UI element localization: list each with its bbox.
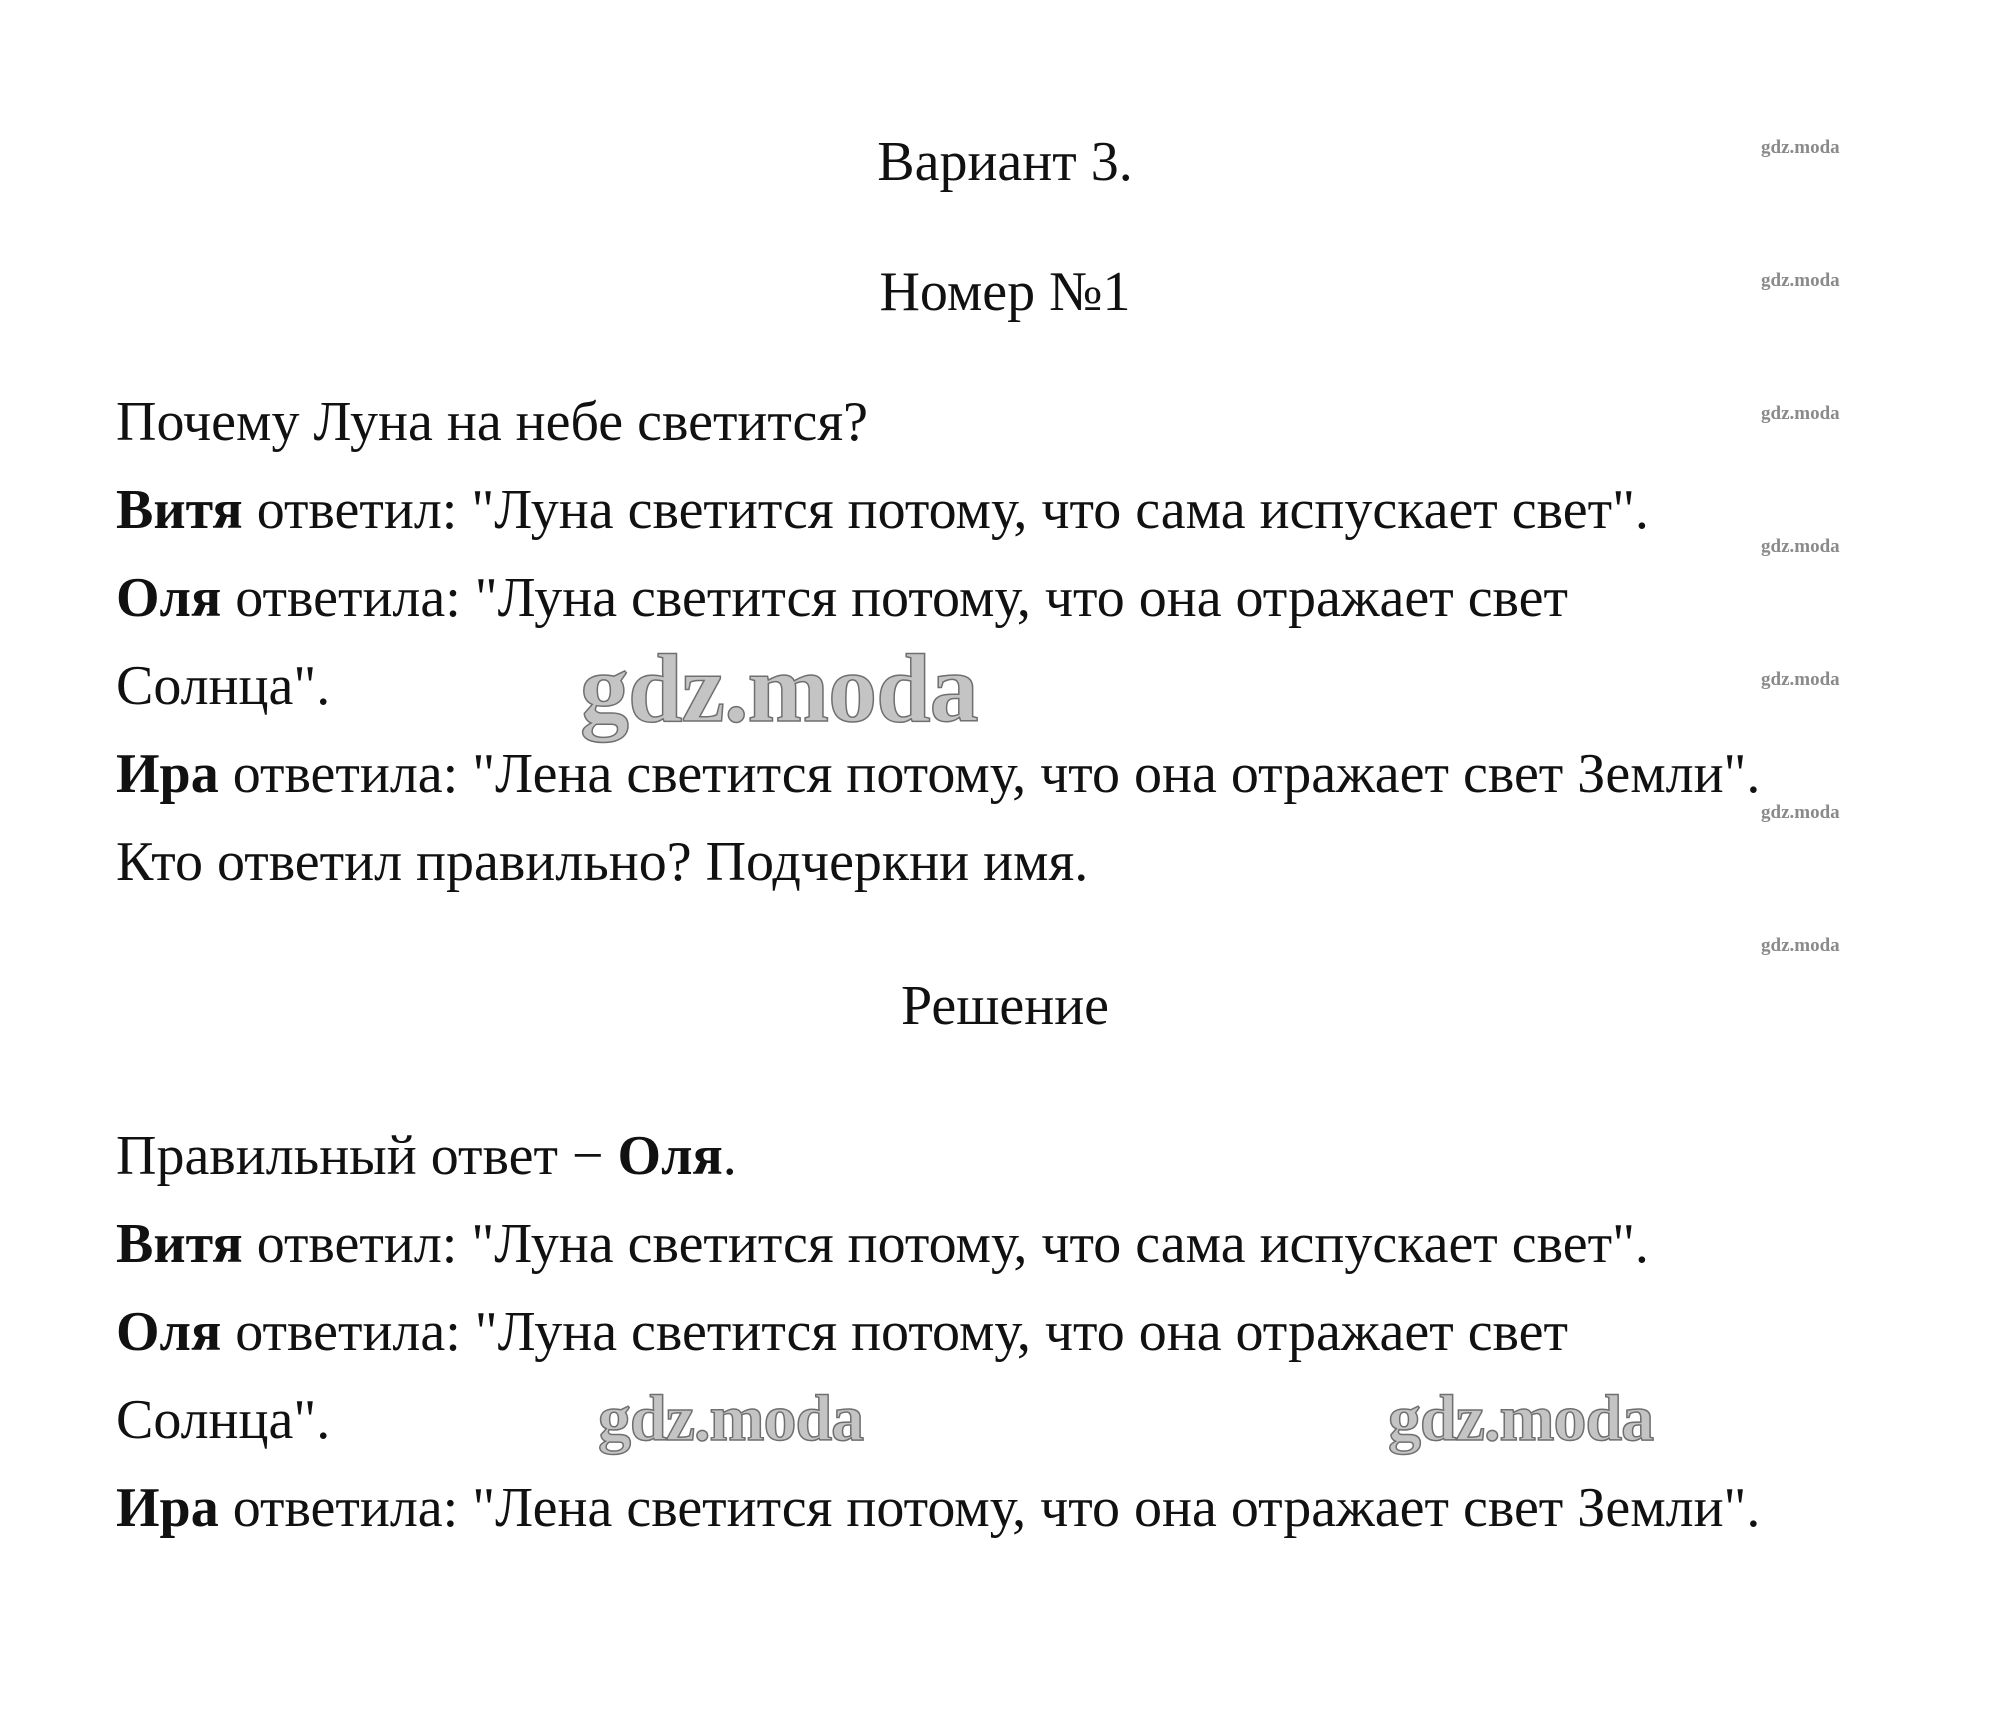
answer-name: Витя — [116, 479, 243, 541]
watermark-large: gdz.moda — [580, 635, 978, 743]
watermark-small: gdz.moda — [1761, 802, 1840, 823]
question-answer-ira — [116, 743, 1761, 805]
answer-text: ответил: "Луна светится потому, что сама испускает свет". — [242, 1213, 1649, 1275]
answer-name: Ира — [116, 1477, 219, 1539]
solution-answer-vitya — [116, 1213, 1649, 1275]
watermark-small: gdz.moda — [1761, 536, 1840, 557]
solution-answer-olya — [116, 1301, 1568, 1363]
answer-text: ответила: "Лена светится потому, что она отражает свет Земли". — [218, 1477, 1761, 1539]
question-prompt: Почему Луна на небе светится? — [116, 391, 869, 453]
solution-answer-olya-continuation: Солнца". — [116, 1389, 331, 1451]
watermark-large: gdz.moda — [598, 1382, 864, 1455]
answer-text: ответила: "Лена светится потому, что она отражает свет Земли". — [218, 743, 1761, 805]
answer-name: Оля — [116, 567, 222, 629]
watermark-small: gdz.moda — [1761, 137, 1840, 158]
answer-name: Оля — [116, 1301, 222, 1363]
variant-title: Вариант 3. — [877, 131, 1133, 193]
question-answer-olya-continuation: Солнца". — [116, 655, 331, 717]
solution-answer-ira — [116, 1477, 1761, 1539]
answer-text: ответил: "Луна светится потому, что сама испускает свет". — [242, 479, 1649, 541]
question-answer-olya — [116, 567, 1568, 629]
task-number-title: Номер №1 — [879, 261, 1131, 323]
watermark-large: gdz.moda — [1388, 1382, 1654, 1455]
watermark-small: gdz.moda — [1761, 935, 1840, 956]
answer-name: Ира — [116, 743, 219, 805]
question-task: Кто ответил правильно? Подчеркни имя. — [116, 831, 1089, 893]
solution-answer — [116, 1125, 737, 1187]
watermark-small: gdz.moda — [1761, 270, 1840, 291]
solution-answer-prefix: Правильный ответ − — [116, 1125, 618, 1187]
watermark-small: gdz.moda — [1761, 669, 1840, 690]
watermark-small: gdz.moda — [1761, 403, 1840, 424]
solution-heading: Решение — [900, 975, 1110, 1037]
solution-answer-name: Оля — [617, 1125, 723, 1187]
solution-answer-suffix: . — [722, 1125, 737, 1187]
answer-text: ответила: "Луна светится потому, что она отражает свет — [221, 567, 1568, 629]
question-answer-vitya — [116, 479, 1649, 541]
answer-name: Витя — [116, 1213, 243, 1275]
answer-text: ответила: "Луна светится потому, что она отражает свет — [221, 1301, 1568, 1363]
